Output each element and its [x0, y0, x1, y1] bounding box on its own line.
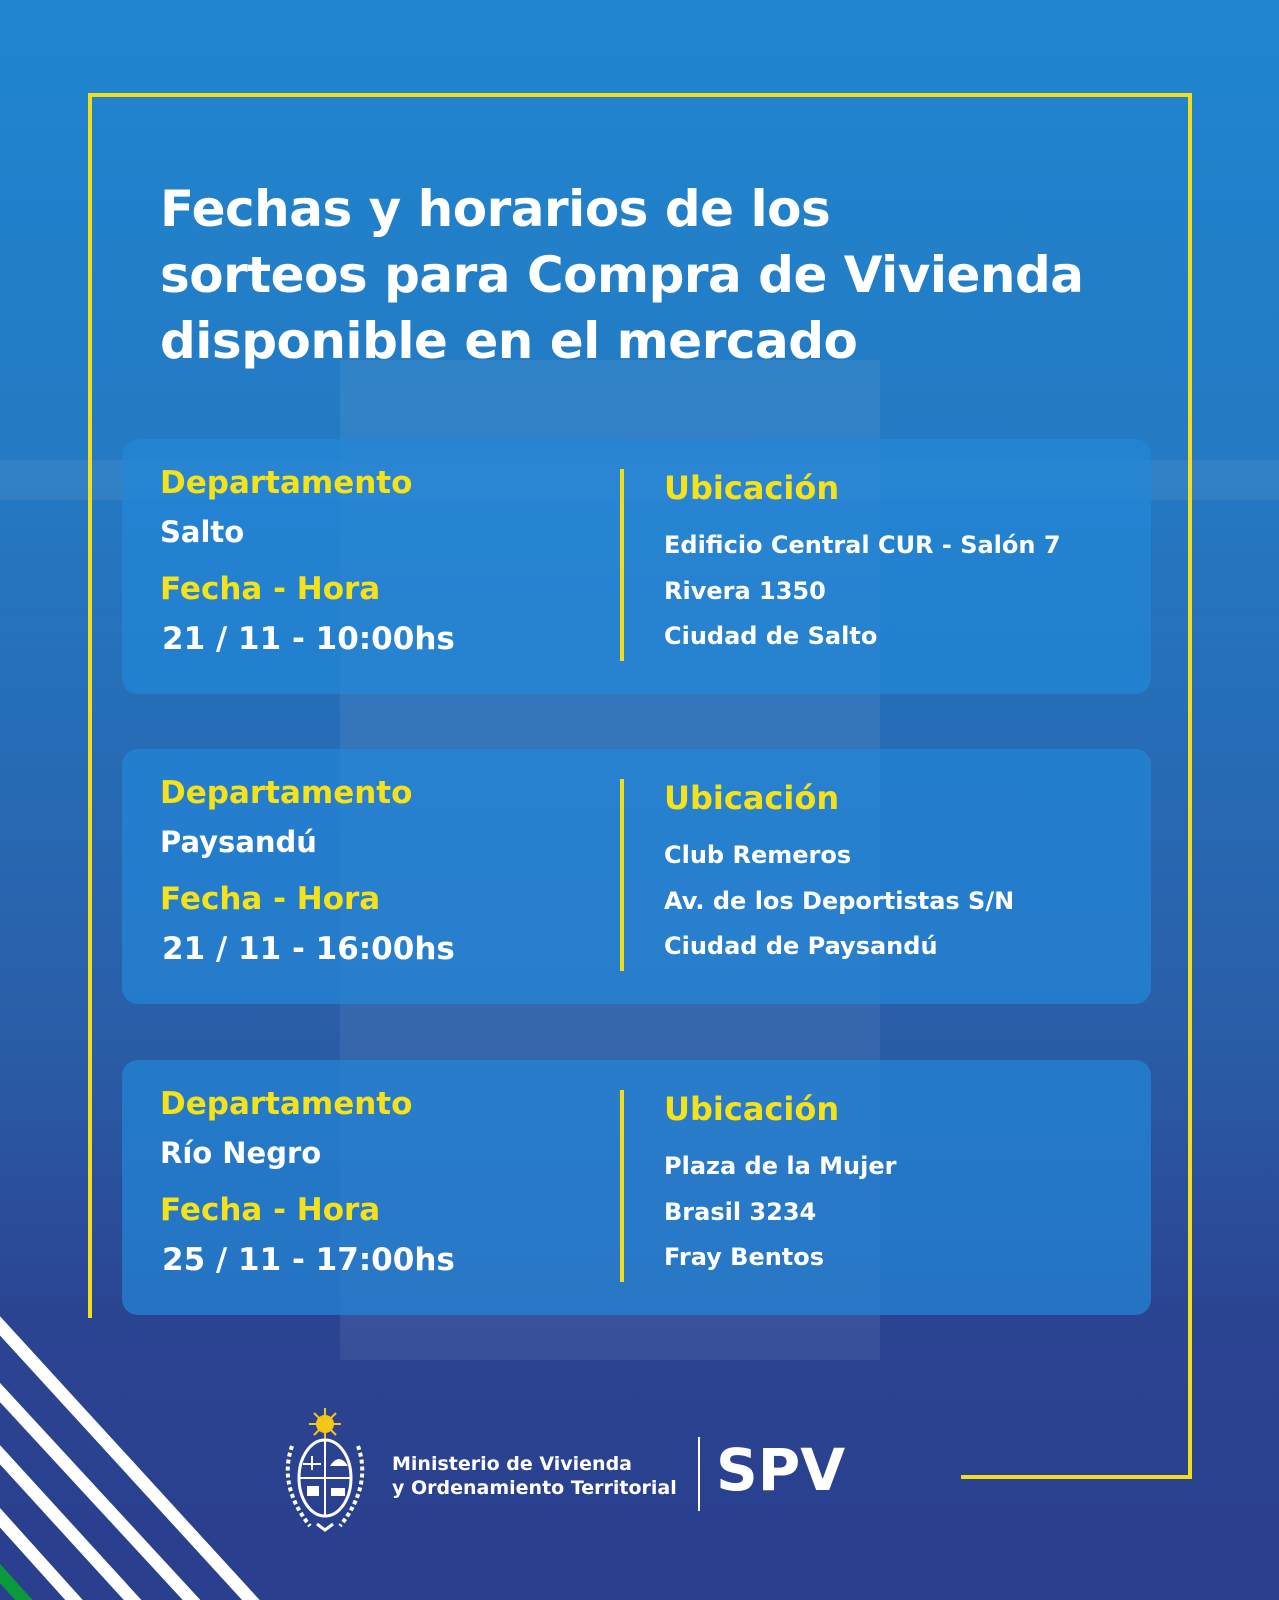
event-card-salto [122, 439, 1151, 694]
page-title [160, 176, 1084, 374]
ubicacion-line: Plaza de la Mujer [664, 1152, 897, 1180]
departamento-label: Departamento [160, 465, 413, 501]
departamento-label: Departamento [160, 1086, 413, 1122]
frame-border [1188, 93, 1192, 1479]
ministry-line: Ministerio de Vivienda [392, 1453, 633, 1475]
departamento-value: Río Negro [160, 1136, 322, 1170]
ubicacion-label: Ubicación [664, 469, 840, 507]
divider [620, 1090, 624, 1282]
title-line: disponible en el mercado [160, 312, 858, 370]
ubicacion-label: Ubicación [664, 779, 840, 817]
spv-logo: SPV [716, 1436, 846, 1504]
divider [620, 469, 624, 661]
event-card-rio-negro [122, 1060, 1151, 1315]
ministry-line: y Ordenamiento Territorial [392, 1477, 677, 1499]
ubicacion-line: Brasil 3234 [664, 1198, 817, 1226]
ubicacion-line: Fray Bentos [664, 1243, 825, 1271]
coat-of-arms-logo [272, 1406, 378, 1536]
ubicacion-line: Edificio Central CUR - Salón 7 [664, 531, 1061, 559]
ubicacion-line: Ciudad de Paysandú [664, 932, 938, 960]
frame-border [961, 1475, 1192, 1479]
ubicacion-line: Ciudad de Salto [664, 622, 878, 650]
fecha-hora-label: Fecha - Hora [160, 881, 381, 917]
ubicacion-line: Rivera 1350 [664, 577, 826, 605]
fecha-hora-value: 21 / 11 - 16:00hs [162, 931, 455, 967]
frame-border [88, 93, 92, 1318]
frame-border [88, 93, 1192, 97]
departamento-value: Salto [160, 515, 245, 549]
title-line: Fechas y horarios de los [160, 180, 831, 238]
fecha-hora-value: 25 / 11 - 17:00hs [162, 1242, 455, 1278]
ubicacion-label: Ubicación [664, 1090, 840, 1128]
departamento-label: Departamento [160, 775, 413, 811]
divider [620, 779, 624, 971]
departamento-value: Paysandú [160, 825, 317, 859]
fecha-hora-value: 21 / 11 - 10:00hs [162, 621, 455, 657]
ubicacion-line: Club Remeros [664, 841, 852, 869]
fecha-hora-label: Fecha - Hora [160, 571, 381, 607]
footer-divider [698, 1437, 700, 1511]
title-line: sorteos para Compra de Vivienda [160, 246, 1084, 304]
ubicacion-line: Av. de los Deportistas S/N [664, 887, 1015, 915]
event-card-paysandu [122, 749, 1151, 1004]
ministry-name [392, 1452, 677, 1500]
fecha-hora-label: Fecha - Hora [160, 1192, 381, 1228]
